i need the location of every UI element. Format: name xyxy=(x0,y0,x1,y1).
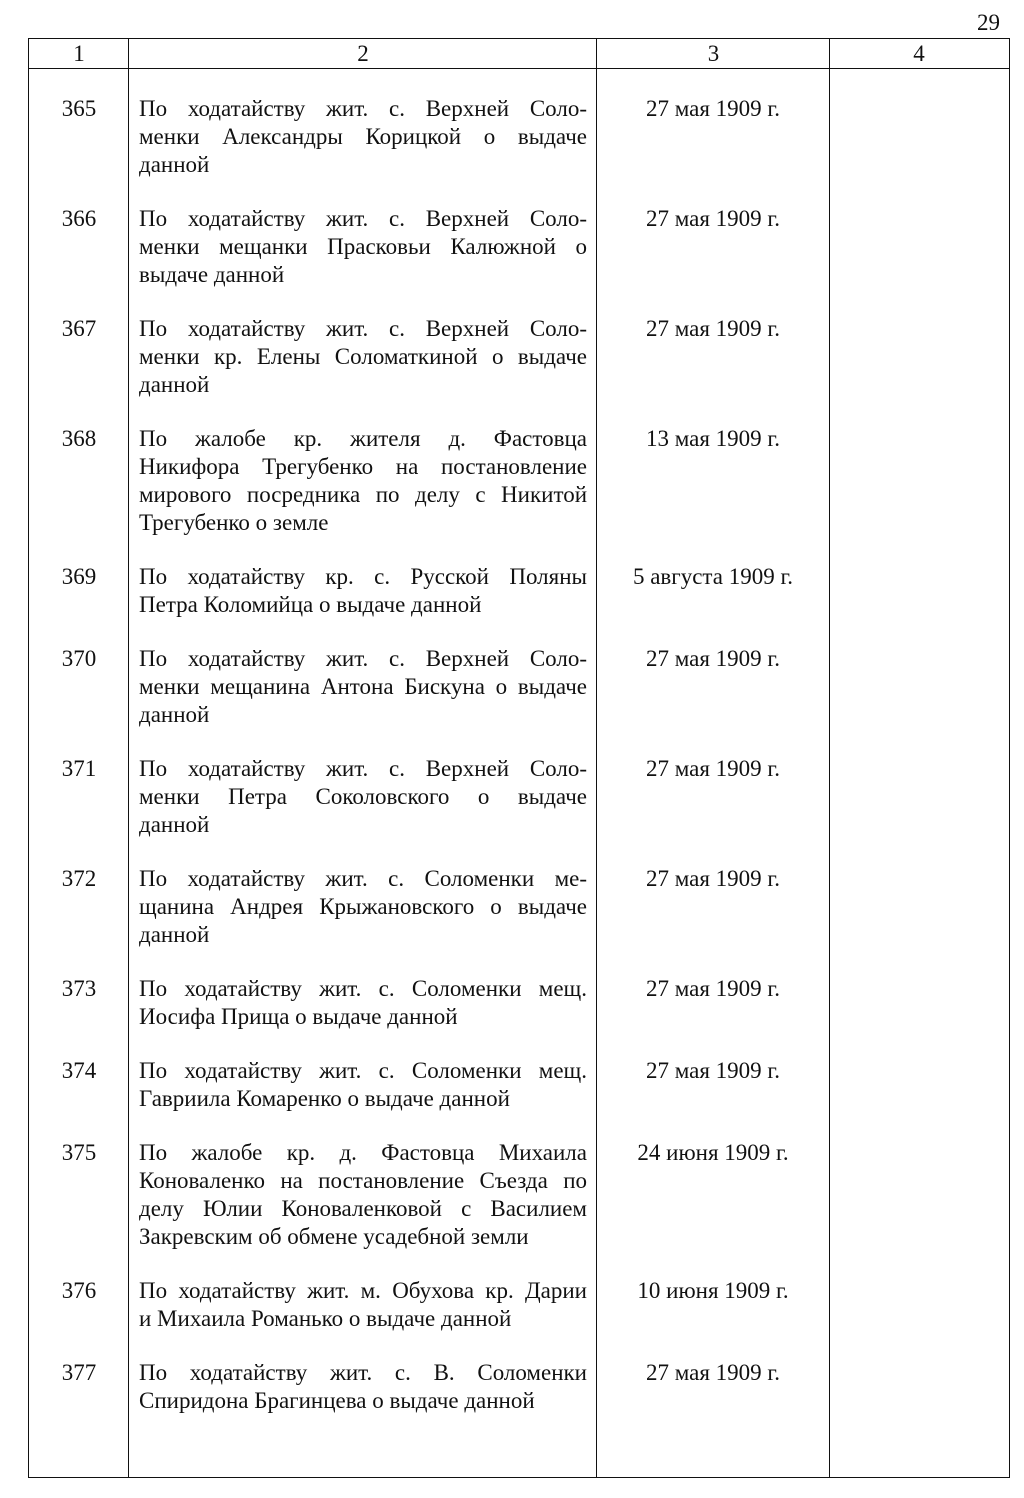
table-header xyxy=(29,39,1009,69)
row-date: 27 мая 1909 г. xyxy=(645,206,781,231)
row-number: 371 xyxy=(61,756,97,781)
row-date: 27 мая 1909 г. xyxy=(645,646,781,671)
description-line: данной xyxy=(139,702,210,727)
table-row xyxy=(29,95,1009,179)
header-col-1: 1 xyxy=(73,41,85,66)
row-number: 369 xyxy=(61,564,97,589)
row-date: 27 мая 1909 г. xyxy=(645,316,781,341)
row-number: 376 xyxy=(61,1278,97,1303)
table-row xyxy=(29,1139,1009,1251)
description-line: По ходатайству жит. с. Верхней Соло- xyxy=(139,646,587,671)
description-line: данной xyxy=(139,812,210,837)
page-number: 29 xyxy=(977,10,1000,35)
row-number: 370 xyxy=(61,646,97,671)
table-row xyxy=(29,205,1009,289)
description-line: мирового посредника по делу с Никитой xyxy=(139,482,587,507)
table-row xyxy=(29,755,1009,839)
row-description xyxy=(139,315,587,399)
register-table xyxy=(28,38,1010,1478)
description-line: Коноваленко на постановление Съезда по xyxy=(139,1168,587,1193)
row-description xyxy=(139,1057,587,1113)
description-line: данной xyxy=(139,152,210,177)
header-col-2: 2 xyxy=(357,41,369,66)
row-description xyxy=(139,1139,587,1251)
row-description xyxy=(139,563,587,619)
row-description xyxy=(139,865,587,949)
description-line: Иосифа Прища о выдаче данной xyxy=(139,1004,458,1029)
description-line: менки мещанки Прасковьи Калюжной о xyxy=(139,234,587,259)
header-col-4: 4 xyxy=(913,41,925,66)
table-row xyxy=(29,315,1009,399)
row-description xyxy=(139,1359,587,1415)
row-number: 365 xyxy=(61,96,97,121)
table-row xyxy=(29,865,1009,949)
row-description xyxy=(139,95,587,179)
row-number: 372 xyxy=(61,866,97,891)
description-line: Петра Коломийца о выдаче данной xyxy=(139,592,482,617)
description-line: данной xyxy=(139,372,210,397)
description-line: и Михаила Романько о выдаче данной xyxy=(139,1306,512,1331)
row-date: 27 мая 1909 г. xyxy=(645,976,781,1001)
row-date: 27 мая 1909 г. xyxy=(645,756,781,781)
description-line: По ходатайству жит. с. Верхней Соло- xyxy=(139,316,587,341)
row-date: 24 июня 1909 г. xyxy=(637,1140,789,1165)
table-row xyxy=(29,1359,1009,1415)
row-date: 27 мая 1909 г. xyxy=(645,1058,781,1083)
row-description xyxy=(139,975,587,1031)
description-line: По ходатайству жит. с. Соломенки ме- xyxy=(139,866,587,891)
row-description xyxy=(139,645,587,729)
description-line: По ходатайству жит. с. Верхней Соло- xyxy=(139,96,587,121)
description-line: По жалобе кр. жителя д. Фастовца xyxy=(139,426,587,451)
row-description xyxy=(139,1277,587,1333)
description-line: менки Александры Корицкой о выдаче xyxy=(139,124,587,149)
row-number: 367 xyxy=(61,316,97,341)
row-number: 366 xyxy=(61,206,97,231)
description-line: менки кр. Елены Соломаткиной о выдаче xyxy=(139,344,587,369)
table-row xyxy=(29,1057,1009,1113)
description-line: По ходатайству жит. с. В. Соломенки xyxy=(139,1360,587,1385)
description-line: Никифора Трегубенко на постановление xyxy=(139,454,587,479)
header-col-3: 3 xyxy=(707,41,720,66)
description-line: менки мещанина Антона Бискуна о выдаче xyxy=(139,674,587,699)
description-line: Гавриила Комаренко о выдаче данной xyxy=(139,1086,510,1111)
description-line: щанина Андрея Крыжановского о выдаче xyxy=(139,894,587,919)
row-date: 10 июня 1909 г. xyxy=(637,1278,789,1303)
description-line: выдаче данной xyxy=(139,262,285,287)
description-line: По ходатайству жит. с. Соломенки мещ. xyxy=(139,976,587,1001)
description-line: По ходатайству жит. с. Соломенки мещ. xyxy=(139,1058,587,1083)
row-date: 5 августа 1909 г. xyxy=(632,564,794,589)
table-body xyxy=(29,69,1009,1415)
row-description xyxy=(139,755,587,839)
row-number: 374 xyxy=(61,1058,97,1083)
table-row xyxy=(29,645,1009,729)
description-line: По ходатайству кр. с. Русской Поляны xyxy=(139,564,587,589)
row-date: 27 мая 1909 г. xyxy=(645,1360,781,1385)
description-line: данной xyxy=(139,922,210,947)
row-number: 373 xyxy=(61,976,97,1001)
description-line: менки Петра Соколовского о выдаче xyxy=(139,784,587,809)
description-line: По ходатайству жит. с. Верхней Соло- xyxy=(139,206,587,231)
table-row xyxy=(29,1277,1009,1333)
row-date: 13 мая 1909 г. xyxy=(645,426,781,451)
description-line: По жалобе кр. д. Фастовца Михаила xyxy=(139,1140,587,1165)
row-number: 368 xyxy=(61,426,97,451)
description-line: По ходатайству жит. с. Верхней Соло- xyxy=(139,756,587,781)
description-line: Трегубенко о земле xyxy=(139,510,329,535)
row-description xyxy=(139,425,587,537)
row-number: 377 xyxy=(61,1360,97,1385)
description-line: Закревским об обмене усадебной земли xyxy=(139,1224,529,1249)
table-row xyxy=(29,563,1009,619)
table-row xyxy=(29,975,1009,1031)
row-date: 27 мая 1909 г. xyxy=(645,96,781,121)
row-date: 27 мая 1909 г. xyxy=(645,866,781,891)
row-description xyxy=(139,205,587,289)
table-row xyxy=(29,425,1009,537)
description-line: По ходатайству жит. м. Обухова кр. Дарии xyxy=(139,1278,587,1303)
row-number: 375 xyxy=(61,1140,97,1165)
description-line: делу Юлии Коноваленковой с Василием xyxy=(139,1196,587,1221)
description-line: Спиридона Брагинцева о выдаче данной xyxy=(139,1388,535,1413)
